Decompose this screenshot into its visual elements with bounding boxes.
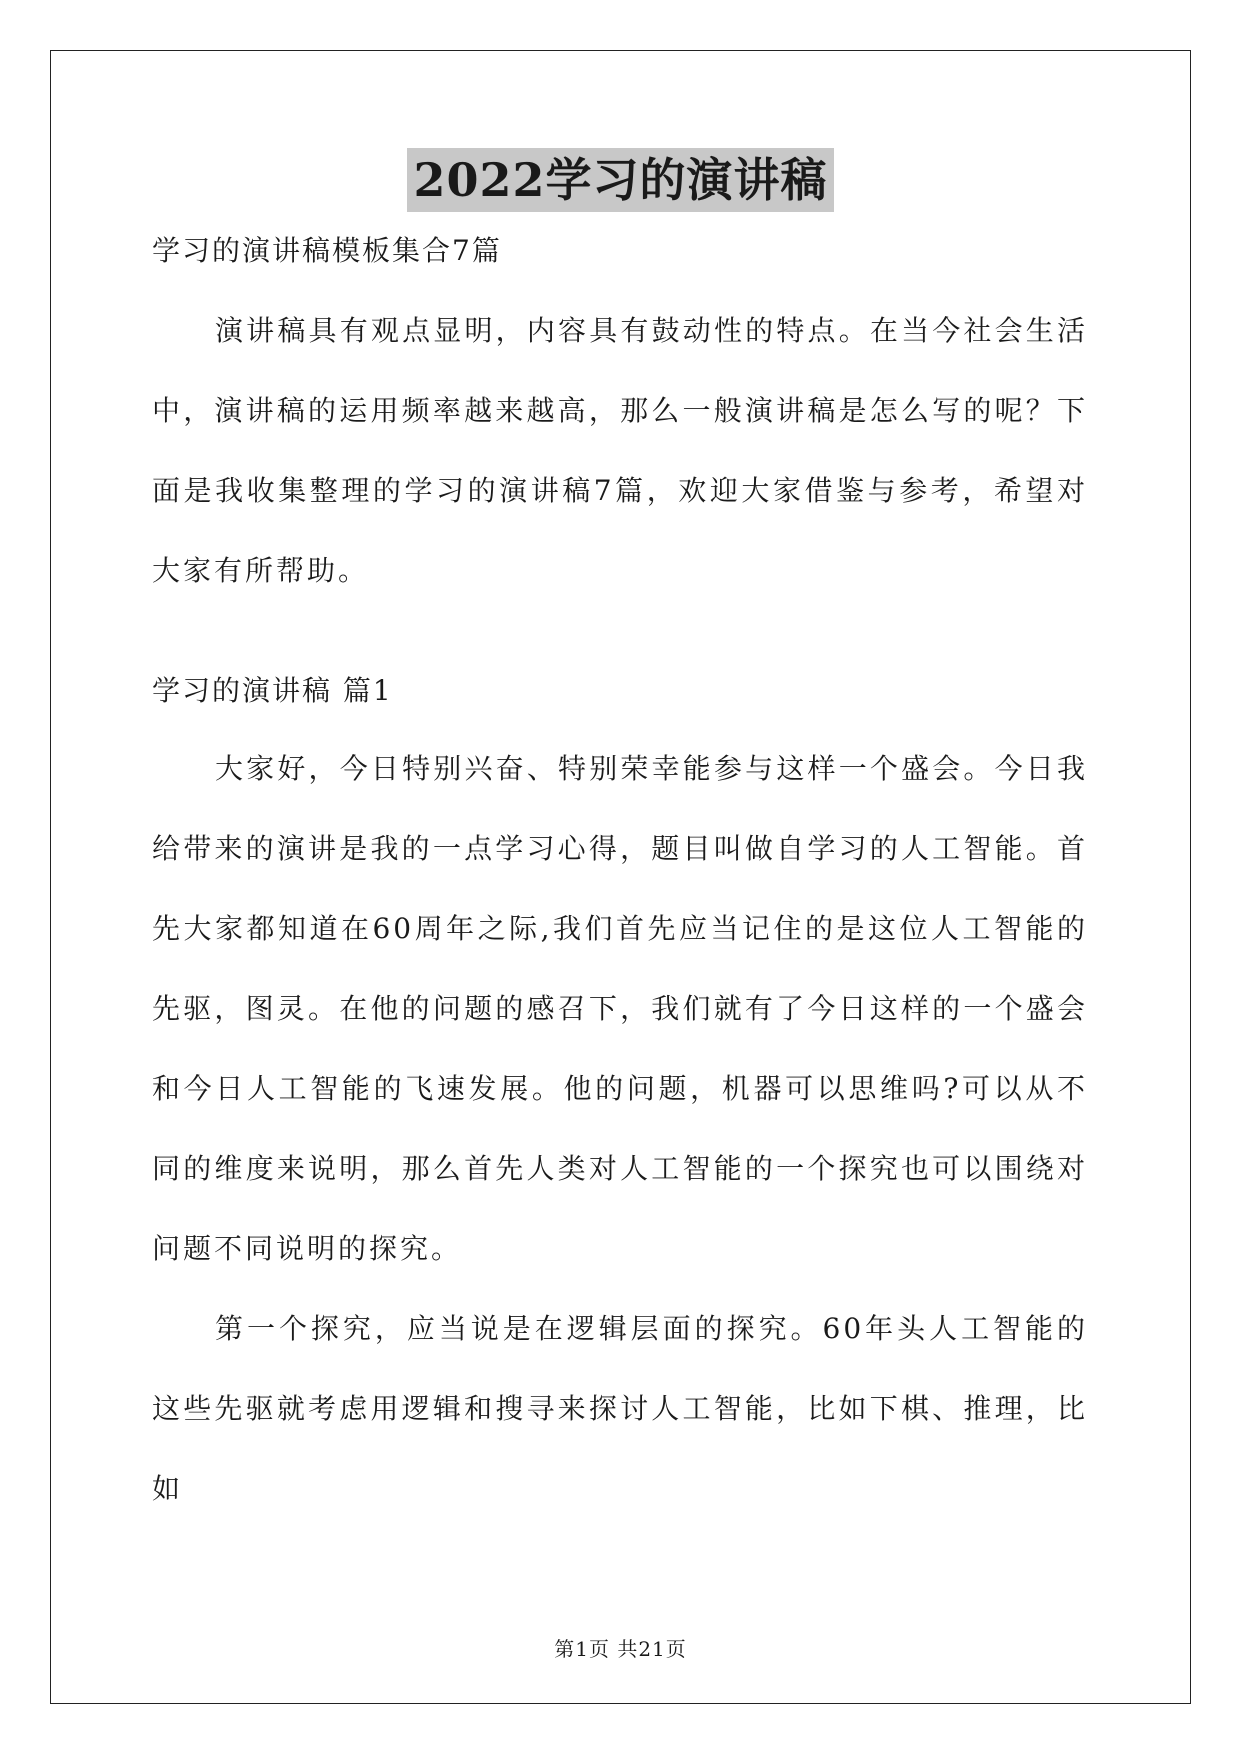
body-paragraph: 第一个探究，应当说是在逻辑层面的探究。60年头人工智能的这些先驱就考虑用逻辑和搜寻来探讨人工智能，比如下棋、推理，比如	[152, 1312, 1088, 1505]
intro-paragraph: 演讲稿具有观点显明，内容具有鼓动性的特点。在当今社会生活中，演讲稿的运用频率越来越高，那么一般演讲稿是怎么写的呢？下面是我收集整理的学习的演讲稿7篇，欢迎大家借鉴与参考，希望对大家有所帮助。	[152, 314, 1088, 587]
intro-block	[152, 291, 1088, 611]
page-number-footer: 第1页 共21页	[554, 1637, 687, 1661]
section-heading: 学习的演讲稿 篇1	[152, 674, 393, 707]
body-paragraph: 大家好，今日特别兴奋、特别荣幸能参与这样一个盛会。今日我给带来的演讲是我的一点学习心得，题目叫做自学习的人工智能。首先大家都知道在60周年之际,我们首先应当记住的是这位人工智能的先驱，图灵。在他的问题的感召下，我们就有了今日这样的一个盛会和今日人工智能的飞速发展。他的问题，机器可以思维吗?可以从不同的维度来说明，那么首先人类对人工智能的一个探究也可以围绕对问题不同说明的探究。	[152, 752, 1088, 1265]
subtitle-block	[152, 211, 1088, 291]
document-subtitle: 学习的演讲稿模板集合7篇	[152, 234, 502, 267]
title-container	[0, 148, 1241, 212]
section-block	[152, 651, 1088, 731]
document-title: 2022学习的演讲稿	[407, 148, 833, 212]
body-block	[152, 729, 1088, 1529]
